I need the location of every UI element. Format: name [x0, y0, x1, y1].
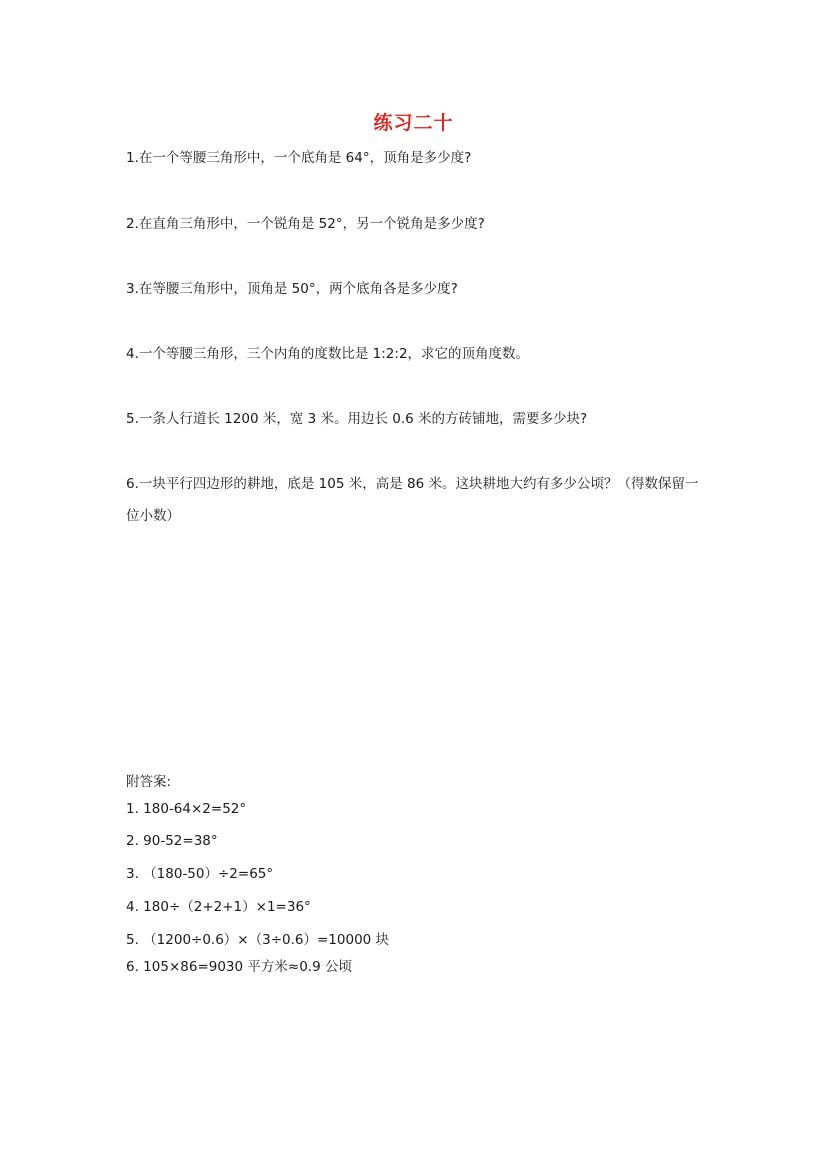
- answer-3: 3. （180-50）÷2=65°: [126, 866, 274, 882]
- question-5: 5.一条人行道长 1200 米，宽 3 米。用边长 0.6 米的方砖铺地，需要多少块?: [126, 411, 588, 427]
- answer-6: 6. 105×86=9030 平方米≈0.9 公顷: [126, 959, 352, 975]
- question-6: 6.一块平行四边形的耕地，底是 105 米，高是 86 米。这块耕地大约有多少公顷？（得数保留一位小数）: [126, 476, 699, 524]
- page-title: 练习二十: [373, 112, 454, 134]
- question-3: 3.在等腰三角形中，顶角是 50°，两个底角各是多少度?: [126, 281, 458, 297]
- answer-5: 5. （1200÷0.6）×（3÷0.6）=10000 块: [126, 932, 390, 948]
- question-4: 4.一个等腰三角形，三个内角的度数比是 1:2:2，求它的顶角度数。: [126, 346, 530, 362]
- question-2: 2.在直角三角形中，一个锐角是 52°，另一个锐角是多少度?: [126, 216, 485, 232]
- answers-heading: 附答案:: [126, 774, 172, 790]
- answer-4: 4. 180÷（2+2+1）×1=36°: [126, 899, 311, 915]
- answer-2: 2. 90-52=38°: [126, 833, 218, 849]
- question-1: 1.在一个等腰三角形中，一个底角是 64°，顶角是多少度?: [126, 150, 472, 166]
- answer-1: 1. 180-64×2=52°: [126, 801, 247, 817]
